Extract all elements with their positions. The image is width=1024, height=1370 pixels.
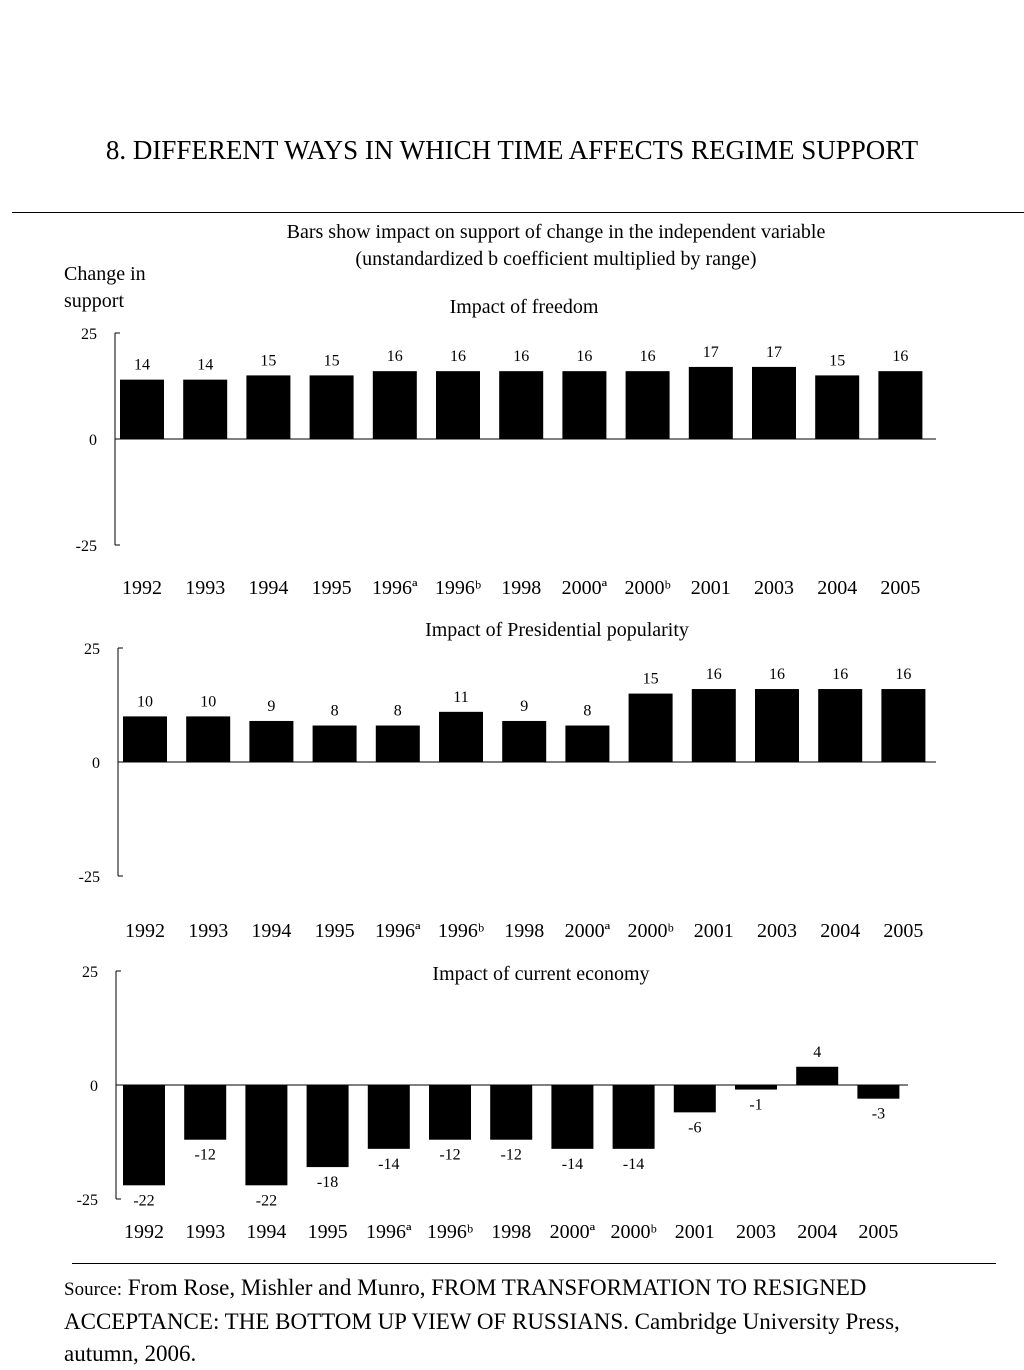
data-label: -12 — [194, 1146, 216, 1164]
bar — [857, 1085, 899, 1099]
data-label: 16 — [639, 348, 656, 366]
x-tick-label: 1996ª — [366, 1221, 412, 1243]
x-tick-label: 2000ª — [561, 577, 608, 599]
bar — [123, 1085, 165, 1185]
bar — [439, 712, 483, 762]
x-tick-label: 2004 — [817, 577, 858, 599]
bottom-divider — [72, 1263, 996, 1264]
data-label: 17 — [766, 343, 782, 361]
data-label: 4 — [813, 1043, 822, 1061]
data-label: 15 — [642, 670, 659, 688]
bar — [499, 371, 543, 439]
bar — [562, 371, 606, 439]
bar — [436, 371, 480, 439]
x-tick-label: 1996ª — [375, 920, 421, 942]
data-label: 14 — [197, 356, 214, 374]
data-label: -22 — [255, 1192, 278, 1210]
source-text: From Rose, Mishler and Munro, FROM TRANSFORMATION TO RESIGNED ACCEPTANCE: THE BOTTOM UP VIEW OF RUSSIANS. Cambridge University Press, autumn, 2006. — [64, 1275, 900, 1366]
x-tick-label: 1995 — [311, 577, 352, 599]
bar — [878, 371, 922, 439]
bar — [307, 1085, 349, 1167]
data-label: 15 — [829, 352, 846, 370]
x-tick-label: 1994 — [248, 577, 289, 599]
bar — [818, 689, 862, 762]
data-label: 16 — [895, 666, 912, 684]
data-label: 8 — [330, 702, 339, 720]
x-tick-label: 1992 — [122, 577, 162, 599]
y-tick-label: 25 — [81, 326, 97, 343]
data-label: 9 — [267, 697, 276, 715]
data-label: -14 — [378, 1155, 400, 1173]
bar — [881, 689, 925, 762]
data-label: -12 — [500, 1146, 522, 1164]
source-label: Source: — [64, 1279, 123, 1300]
bar — [565, 726, 609, 762]
source-note — [64, 1272, 1024, 1370]
data-label: 14 — [134, 356, 150, 374]
data-label: 16 — [769, 666, 785, 684]
bar — [502, 721, 546, 762]
y-tick-label: 0 — [92, 755, 100, 772]
bar — [373, 371, 417, 439]
data-label: 16 — [450, 348, 466, 366]
bar — [689, 367, 733, 439]
x-tick-label: 2000ᵇ — [624, 577, 671, 599]
panel-title: Impact of current economy — [432, 963, 650, 985]
x-tick-label: 1993 — [185, 1221, 226, 1243]
bar — [249, 721, 293, 762]
x-tick-label: 2003 — [757, 920, 797, 942]
x-tick-label: 2005 — [883, 920, 924, 942]
data-label: -14 — [561, 1155, 584, 1173]
x-tick-label: 1992 — [124, 1221, 164, 1243]
data-label: 15 — [323, 352, 340, 370]
bar — [120, 380, 164, 439]
x-tick-label: 2001 — [693, 920, 734, 942]
x-tick-label: 1998 — [491, 1221, 532, 1243]
y-tick-label: 25 — [84, 641, 100, 658]
data-label: 8 — [393, 702, 402, 720]
x-tick-label: 2000ᵇ — [610, 1221, 657, 1243]
x-tick-label: 2003 — [754, 577, 794, 599]
x-tick-label: 1994 — [246, 1221, 287, 1243]
bar — [626, 371, 670, 439]
data-label: 16 — [832, 666, 849, 684]
bar — [184, 1085, 226, 1140]
x-tick-label: 1995 — [307, 1221, 348, 1243]
y-tick-label: -25 — [76, 1192, 98, 1209]
bar — [183, 380, 227, 439]
y-tick-label: -25 — [75, 538, 97, 555]
data-label: -18 — [316, 1174, 339, 1192]
y-tick-label: 0 — [89, 432, 97, 449]
x-tick-label: 1996ᵇ — [434, 577, 482, 599]
bar — [310, 375, 354, 439]
x-tick-label: 2005 — [880, 577, 921, 599]
bar — [245, 1085, 287, 1185]
data-label: -3 — [871, 1105, 886, 1123]
bar — [796, 1067, 838, 1085]
x-tick-label: 1993 — [188, 920, 229, 942]
panel-title: Impact of Presidential popularity — [425, 619, 689, 641]
chart-subtitle: Bars show impact on support of change in the independent variable (unstandardized b coefficient multiplied by range) — [286, 221, 826, 270]
data-label: -14 — [622, 1155, 645, 1173]
data-label: 16 — [513, 348, 530, 366]
bar — [368, 1085, 410, 1149]
data-label: -1 — [749, 1096, 763, 1114]
x-tick-label: 1992 — [125, 920, 165, 942]
bar — [815, 375, 859, 439]
bar — [186, 716, 230, 762]
bar — [613, 1085, 655, 1149]
x-tick-label: 2003 — [736, 1221, 776, 1243]
x-tick-label: 1995 — [314, 920, 355, 942]
data-label: -12 — [439, 1146, 461, 1164]
data-label: 15 — [260, 352, 277, 370]
data-label: 8 — [583, 702, 592, 720]
bar — [551, 1085, 593, 1149]
bar — [752, 367, 796, 439]
bar — [629, 694, 673, 762]
data-label: 16 — [576, 348, 593, 366]
x-tick-label: 1996ᵇ — [437, 920, 485, 942]
x-tick-label: 2000ª — [549, 1221, 596, 1243]
bar — [735, 1085, 777, 1090]
x-tick-label: 1993 — [185, 577, 226, 599]
data-label: 11 — [453, 688, 469, 706]
bar — [755, 689, 799, 762]
data-label: 16 — [705, 666, 722, 684]
bar — [313, 726, 357, 762]
y-tick-label: -25 — [78, 869, 100, 886]
data-label: 9 — [520, 697, 529, 715]
x-tick-label: 2001 — [690, 577, 731, 599]
data-label: 10 — [200, 693, 217, 711]
x-tick-label: 1998 — [501, 577, 542, 599]
bar — [376, 726, 420, 762]
bar — [692, 689, 736, 762]
x-tick-label: 1996ᵇ — [426, 1221, 474, 1243]
x-tick-label: 1998 — [504, 920, 545, 942]
data-label: 17 — [702, 343, 719, 361]
data-label: 10 — [137, 693, 153, 711]
y-axis-label: Change in support — [64, 263, 146, 312]
bar — [674, 1085, 716, 1112]
x-tick-label: 2000ᵇ — [627, 920, 674, 942]
x-tick-label: 2005 — [858, 1221, 899, 1243]
data-label: 16 — [386, 348, 403, 366]
x-tick-label: 2004 — [820, 920, 861, 942]
bar — [246, 375, 290, 439]
bar — [490, 1085, 532, 1140]
data-label: -6 — [688, 1119, 702, 1137]
x-tick-label: 1996ª — [372, 577, 418, 599]
x-tick-label: 2001 — [674, 1221, 715, 1243]
x-tick-label: 2004 — [797, 1221, 838, 1243]
x-tick-label: 1994 — [251, 920, 292, 942]
x-tick-label: 2000ª — [564, 920, 611, 942]
y-tick-label: 25 — [82, 964, 98, 981]
bar — [123, 716, 167, 762]
data-label: 16 — [892, 348, 909, 366]
data-label: -22 — [133, 1192, 155, 1210]
bar — [429, 1085, 471, 1140]
panel-title: Impact of freedom — [449, 296, 599, 318]
y-tick-label: 0 — [90, 1078, 98, 1095]
page-title: 8. DIFFERENT WAYS IN WHICH TIME AFFECTS REGIME SUPPORT — [105, 135, 919, 165]
